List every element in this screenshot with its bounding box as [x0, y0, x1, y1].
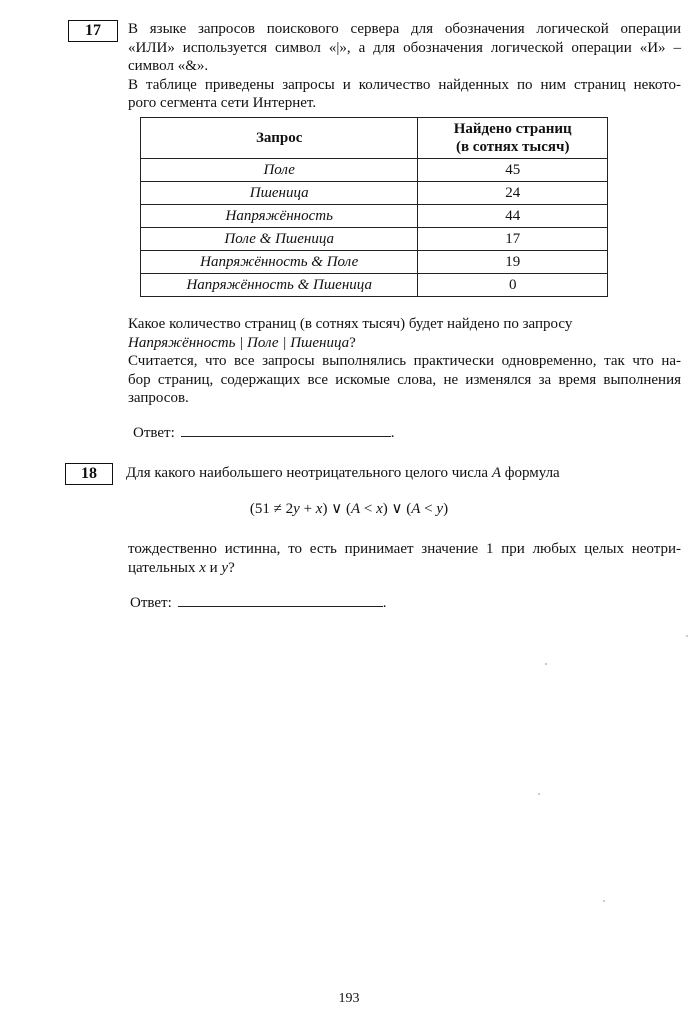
cell-count: 17	[418, 228, 608, 251]
task-17-question-line-1: Какое количество страниц (в сотнях тысяч) будет найдено по запросу	[128, 316, 573, 332]
task-18-question-line	[126, 464, 681, 483]
cell-count: 45	[418, 159, 608, 182]
task-17-question	[128, 315, 681, 408]
task-17-number: 17	[85, 22, 101, 39]
formula-part: <	[420, 501, 437, 517]
task-18-cond-line-2	[128, 559, 681, 578]
cond-text: цательных	[128, 559, 200, 576]
task-17-note-line-1: Считается, что все запросы выполнялись практически одновременно, так что на-	[128, 353, 681, 369]
task-17-question-mark: ?	[349, 334, 356, 351]
query-results-table	[140, 117, 608, 297]
scan-speck	[603, 900, 605, 902]
page-number: 193	[338, 991, 360, 1006]
scan-speck	[545, 663, 547, 665]
cell-query: Поле & Пшеница	[141, 228, 418, 251]
task-18-number-box	[65, 463, 113, 485]
task-17-table-intro-line-1: В таблице приведены запросы и количество найденных по ним страниц некото-	[128, 76, 681, 93]
cell-count: 24	[418, 182, 608, 205]
task-17-table-intro-line-2: рого сегмента сети Интернет.	[128, 95, 317, 111]
cell-query: Напряжённость	[141, 205, 418, 228]
task-18-answer-label: Ответ:	[130, 595, 172, 611]
task-18-condition	[128, 540, 681, 577]
task-17-answer-label: Ответ:	[133, 425, 175, 441]
task-17-intro	[128, 20, 681, 113]
table-row	[141, 205, 608, 228]
task-17-question-query: Напряжённость | Поле | Пшеница	[128, 334, 350, 351]
cell-count: 0	[418, 274, 608, 297]
cell-query: Поле	[141, 159, 418, 182]
table-row	[141, 159, 608, 182]
cond-var-x: x	[199, 559, 206, 576]
task-17-answer-field[interactable]	[181, 422, 391, 437]
task-18-number: 18	[81, 465, 97, 482]
scan-speck	[538, 793, 540, 795]
formula-part: ) ∨ (	[382, 501, 412, 517]
formula-var-a: A	[411, 501, 421, 517]
cell-query: Напряжённость & Поле	[141, 251, 418, 274]
table-row	[141, 182, 608, 205]
formula-var-y: y	[293, 501, 300, 517]
task-17-intro-line-3: символ «&».	[128, 58, 209, 74]
task-17-note-line-3: запросов.	[128, 390, 189, 406]
cell-query: Пшеница	[141, 182, 418, 205]
formula-part: ) ∨ (	[322, 501, 351, 517]
formula-var-x: x	[315, 501, 323, 517]
task-18-answer-end: .	[382, 595, 387, 611]
task-18-question	[126, 464, 681, 483]
formula-part: +	[299, 501, 316, 517]
cond-text: ?	[228, 559, 235, 576]
task-18-answer	[130, 592, 387, 612]
task-17-intro-line-1: В языке запросов поискового сервера для обозначения логической операции	[128, 21, 681, 37]
header-found-pages	[418, 118, 608, 159]
table-row	[141, 228, 608, 251]
task-17-intro-line-2: «ИЛИ» используется символ «|», а для обозначения логической операции «И» –	[128, 39, 681, 56]
task-18-question-var: A	[491, 465, 501, 481]
cond-text: и	[205, 559, 222, 576]
task-18-cond-line-1: тождественно истинна, то есть принимает значение 1 при любых целых неотри-	[128, 541, 681, 557]
header-query: Запрос	[141, 118, 418, 159]
formula-part: )	[443, 501, 449, 517]
cell-count: 44	[418, 205, 608, 228]
task-18-answer-field[interactable]	[178, 592, 383, 607]
task-17-note-line-2: бор страниц, содержащих все искомые слова, не изменялся за время выполнения	[128, 371, 681, 388]
table-row	[141, 274, 608, 297]
task-17-answer-end: .	[390, 425, 395, 441]
task-18-formula	[0, 500, 698, 518]
formula-var-x: x	[376, 501, 383, 517]
task-17-number-box	[68, 20, 118, 42]
scan-speck	[686, 635, 688, 637]
cond-var-y: y	[221, 559, 229, 576]
cell-count: 19	[418, 251, 608, 274]
formula-var-a: A	[350, 501, 361, 517]
task-18-question-pre: Для какого наибольшего неотрицательного целого числа	[126, 465, 492, 481]
formula-part: <	[360, 501, 377, 517]
formula-var-y: y	[436, 501, 444, 517]
formula-part: (51 ≠ 2	[249, 501, 294, 517]
task-18-question-post: формула	[501, 465, 560, 481]
task-17-answer	[133, 422, 395, 442]
header-found-line-2: (в сотнях тысяч)	[455, 139, 570, 155]
table-row	[141, 251, 608, 274]
header-found-line-1: Найдено страниц	[453, 121, 572, 137]
cell-query: Напряжённость & Пшеница	[141, 274, 418, 297]
table-header-row	[141, 118, 608, 159]
task-17-question-query-line	[128, 334, 681, 353]
